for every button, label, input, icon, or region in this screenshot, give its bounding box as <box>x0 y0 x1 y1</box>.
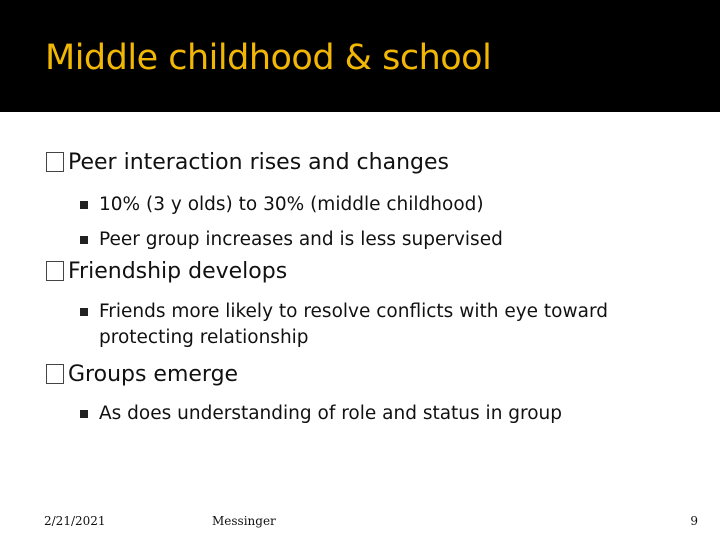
bullet-text: Groups emerge <box>68 362 239 387</box>
square-bullet-icon <box>80 201 88 209</box>
bullet-level1 <box>46 259 287 284</box>
bullet-text: Peer group increases and is less supervised <box>99 229 503 250</box>
bullet-level2 <box>80 227 503 253</box>
bullet-text: Friends more likely to resolve conflicts with eye toward protecting relationship <box>99 301 608 348</box>
bullet-level2 <box>80 299 640 351</box>
bullet-level1 <box>46 362 238 387</box>
square-bullet-icon <box>80 236 88 244</box>
bullet-text: Peer interaction rises and changes <box>68 150 449 175</box>
slide-title: Middle childhood & school <box>45 38 492 78</box>
bullet-text: Friendship develops <box>68 259 288 284</box>
footer-author: Messinger <box>212 514 276 528</box>
square-bullet-icon <box>80 308 88 316</box>
bullet-level1 <box>46 150 449 175</box>
bullet-text: 10% (3 y olds) to 30% (middle childhood) <box>99 194 484 215</box>
square-bullet-icon <box>80 410 88 418</box>
bullet-box-icon <box>46 261 64 281</box>
bullet-text: As does understanding of role and status in group <box>99 403 563 424</box>
bullet-box-icon <box>46 152 64 172</box>
footer-date: 2/21/2021 <box>44 514 106 528</box>
bullet-level2 <box>80 192 484 218</box>
page-number: 9 <box>690 514 698 528</box>
bullet-level2 <box>80 401 562 427</box>
bullet-box-icon <box>46 364 64 384</box>
